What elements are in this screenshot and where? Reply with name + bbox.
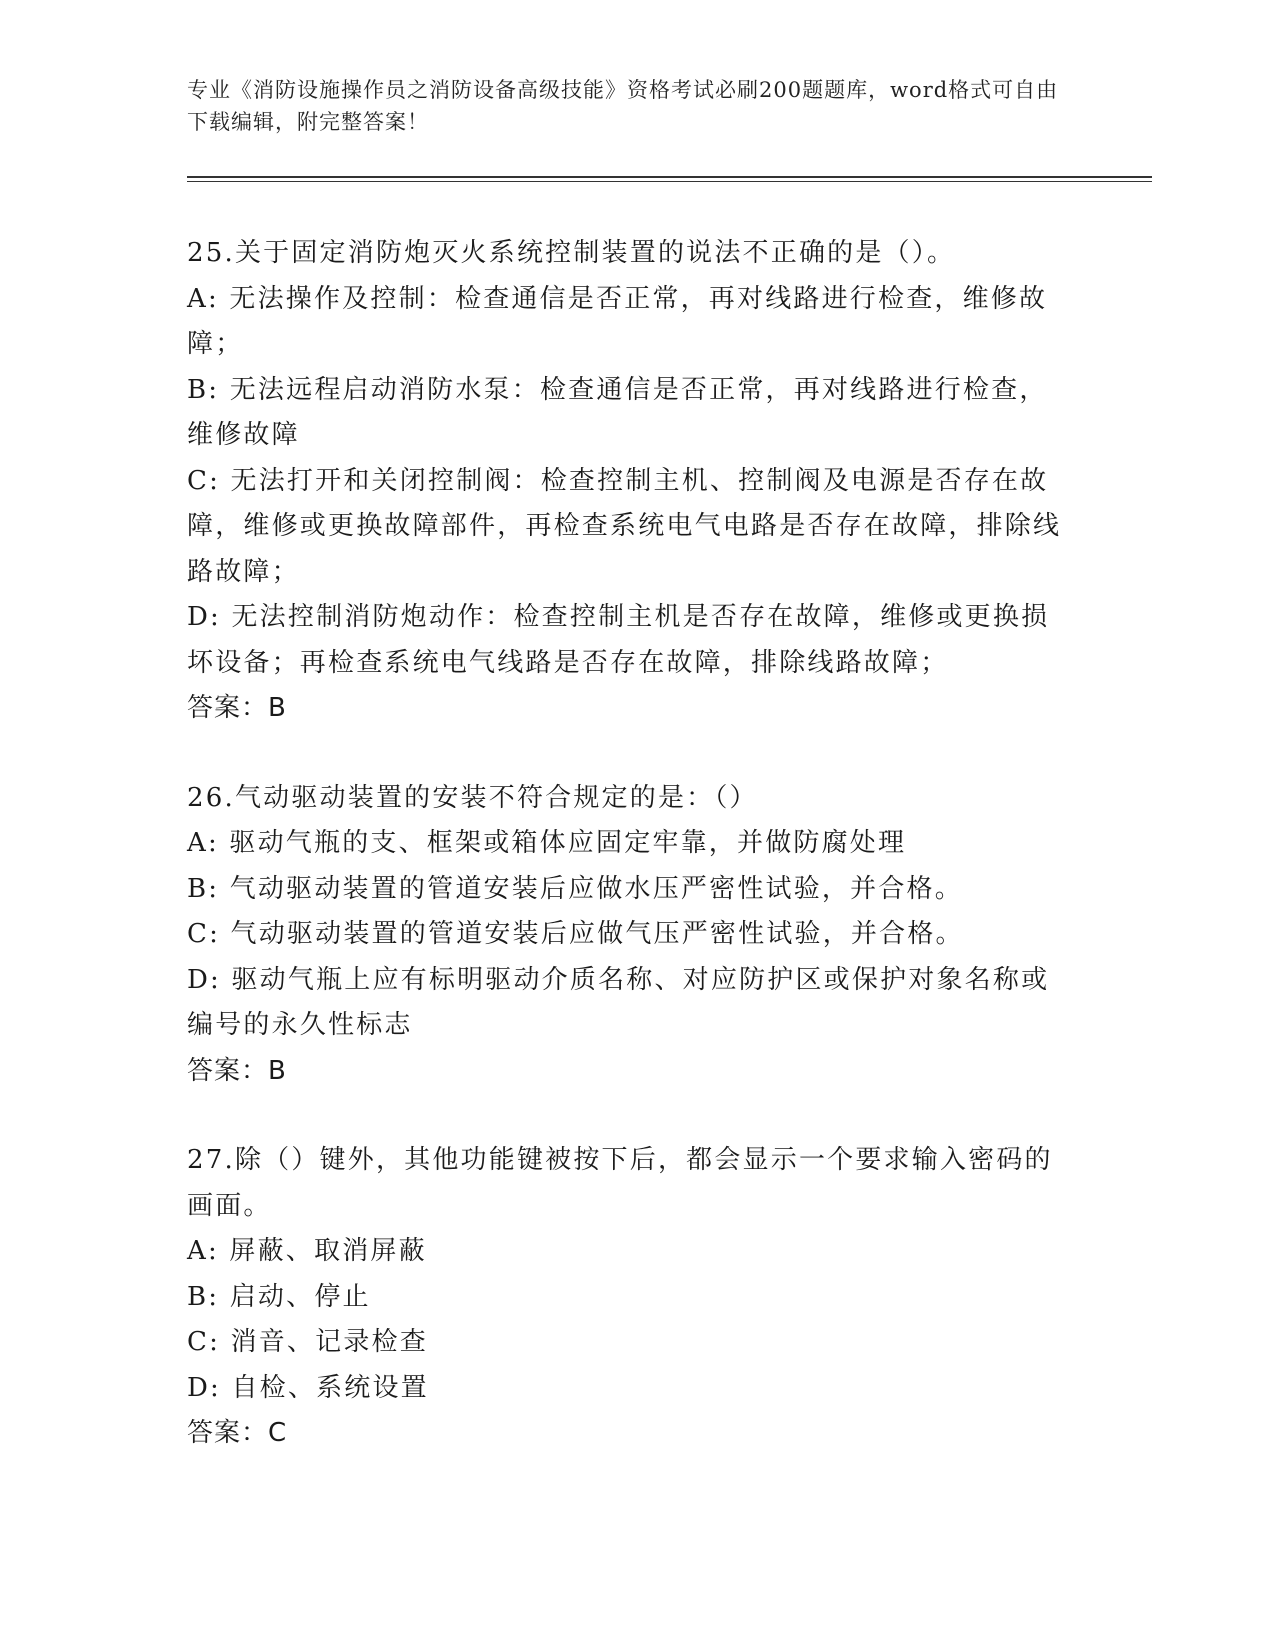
answer-label: 答案：B [187, 1055, 287, 1086]
option-a: A: 屏蔽、取消屏蔽 [187, 1236, 427, 1266]
option-d: D: 自检、系统设置 [187, 1372, 429, 1403]
header-rule-thick [187, 176, 1152, 178]
question-27 [187, 1138, 1067, 1457]
answer-label: 答案：C [187, 1418, 288, 1448]
question-stem: 27.除（）键外，其他功能键被按下后，都会显示一个要求输入密码的画面。 [187, 1145, 1053, 1221]
question-stem: 25.关于固定消防炮灭火系统控制装置的说法不正确的是（）。 [187, 238, 956, 268]
option-d: D: 无法控制消防炮动作：检查控制主机是否存在故障，维修或更换损坏设备；再检查系统电气线路是否存在故障，排除线路故障； [187, 602, 1050, 678]
option-b: B: 启动、停止 [187, 1281, 371, 1312]
question-25 [187, 231, 1067, 732]
option-b: B: 气动驱动装置的管道安装后应做水压严密性试验，并合格。 [187, 873, 963, 904]
question-stem: 26.气动驱动装置的安装不符合规定的是：（） [187, 782, 758, 813]
option-b: B: 无法远程启动消防水泵：检查通信是否正常，再对线路进行检查，维修故障 [187, 374, 1048, 450]
option-d: D: 驱动气瓶上应有标明驱动介质名称、对应防护区或保护对象名称或编号的永久性标志 [187, 964, 1050, 1040]
question-26 [187, 776, 1067, 1095]
option-c: C: 气动驱动装置的管道安装后应做气压严密性试验，并合格。 [187, 919, 964, 949]
option-c: C: 消音、记录检查 [187, 1327, 428, 1357]
document-header: 专业《消防设施操作员之消防设备高级技能》资格考试必刷200题题库，word格式可自由下载编辑，附完整答案！ [187, 78, 1059, 134]
option-c: C: 无法打开和关闭控制阀：检查控制主机、控制阀及电源是否存在故障，维修或更换故障部件，再检查系统电气电路是否存在故障，排除线路故障； [187, 465, 1062, 587]
question-list [187, 231, 1067, 1501]
option-a: A: 驱动气瓶的支、框架或箱体应固定牢靠，并做防腐处理 [187, 828, 907, 858]
header-rule-thin [187, 181, 1152, 182]
option-a: A: 无法操作及控制：检查通信是否正常，再对线路进行检查，维修故障； [187, 283, 1048, 359]
answer-label: 答案：B [187, 693, 287, 723]
